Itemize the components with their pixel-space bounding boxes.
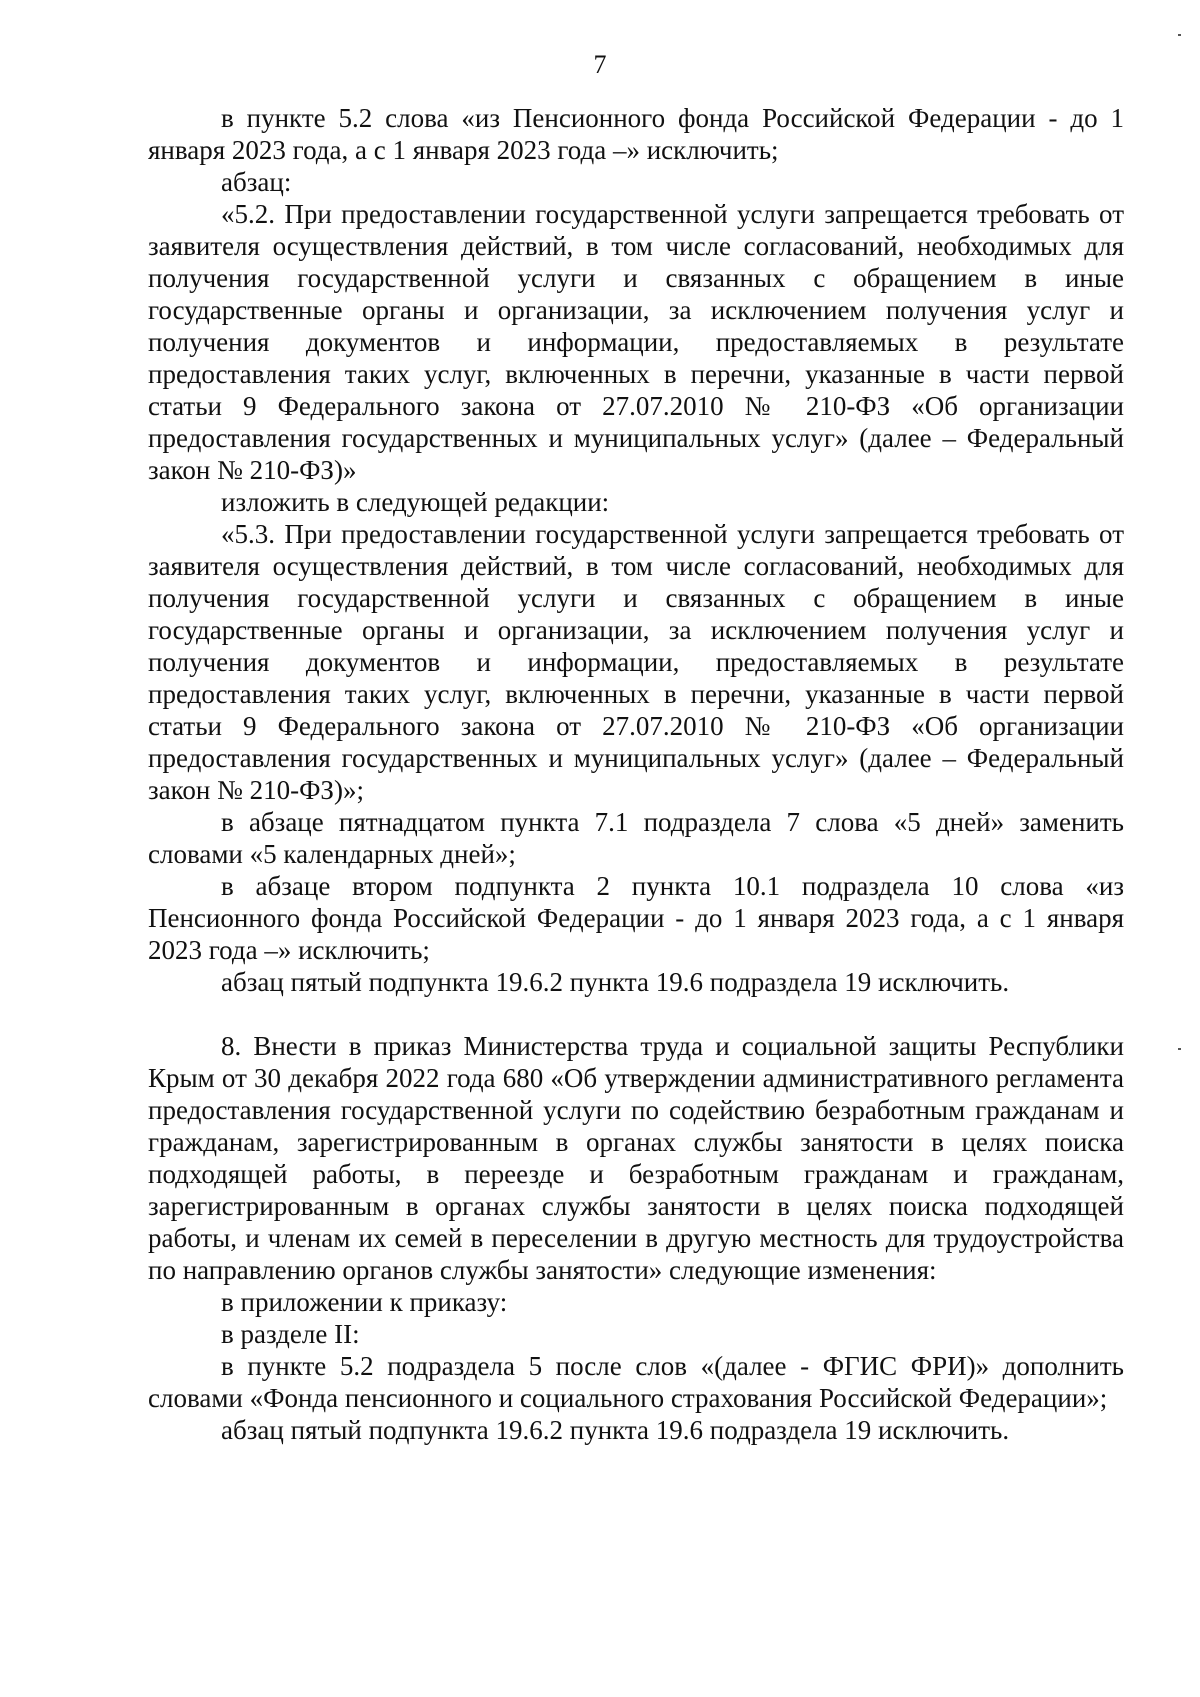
paragraph-2: абзац:	[221, 167, 292, 197]
paragraph-1: в пункте 5.2 слова «из Пенсионного фонда Российской Федерации - до 1 января 2023 года, а с 1 января 2023 года –» исключить;	[148, 103, 1124, 165]
document-body	[148, 102, 1124, 1446]
page-number: 7	[593, 50, 607, 79]
paragraph-8: абзац пятый подпункта 19.6.2 пункта 19.6 подраздела 19 исключить.	[221, 967, 1010, 997]
paragraph-7: в абзаце втором подпункта 2 пункта 10.1 подраздела 10 слова «из Пенсионного фонда Российской Федерации - до 1 января 2023 года, а с 1 января 2023 года –» исключить;	[148, 871, 1124, 965]
scan-mark-top	[1178, 34, 1181, 36]
paragraph-12: в пункте 5.2 подраздела 5 после слов «(далее - ФГИС ФРИ)» дополнить словами «Фонда пенсионного и социального страхования Российской Федерации»;	[148, 1351, 1124, 1413]
paragraph-6: в абзаце пятнадцатом пункта 7.1 подраздела 7 слова «5 дней» заменить словами «5 календарных дней»;	[148, 807, 1124, 869]
paragraph-10: в приложении к приказу:	[221, 1287, 508, 1317]
scan-mark-middle	[1178, 1048, 1181, 1050]
paragraph-11: в разделе II:	[221, 1319, 360, 1349]
paragraph-13: абзац пятый подпункта 19.6.2 пункта 19.6 подраздела 19 исключить.	[221, 1415, 1010, 1445]
paragraph-3: «5.2. При предоставлении государственной услуги запрещается требовать от заявителя осуществления действий, в том числе согласований, необходимых для получения государственной услуги и связанных с обращением в иные государственные органы и организации, за исключением получения услуг и получения документов и информации, предоставляемых в результате предоставления таких услуг, включенных в перечни, указанные в части первой статьи 9 Федерального закона от 27.07.2010 № 210-ФЗ «Об организации предоставления государственных и муниципальных услуг» (далее – Федеральный закон № 210-ФЗ)»	[148, 199, 1124, 485]
paragraph-9: 8. Внести в приказ Министерства труда и социальной защиты Республики Крым от 30 декабря 2022 года 680 «Об утверждении административного регламента предоставления государственной услуги по содействию безработным гражданам и гражданам, зарегистрированным в органах службы занятости в целях поиска подходящей работы, в переезде и безработным гражданам и гражданам, зарегистрированным в органах службы занятости в целях поиска подходящей работы, и членам их семей в переселении в другую местность для трудоустройства по направлению органов службы занятости» следующие изменения:	[148, 1031, 1124, 1285]
paragraph-5: «5.3. При предоставлении государственной услуги запрещается требовать от заявителя осуществления действий, в том числе согласований, необходимых для получения государственной услуги и связанных с обращением в иные государственные органы и организации, за исключением получения услуг и получения документов и информации, предоставляемых в результате предоставления таких услуг, включенных в перечни, указанные в части первой статьи 9 Федерального закона от 27.07.2010 № 210-ФЗ «Об организации предоставления государственных и муниципальных услуг» (далее – Федеральный закон № 210-ФЗ)»;	[148, 519, 1124, 805]
paragraph-4: изложить в следующей редакции:	[221, 487, 610, 517]
